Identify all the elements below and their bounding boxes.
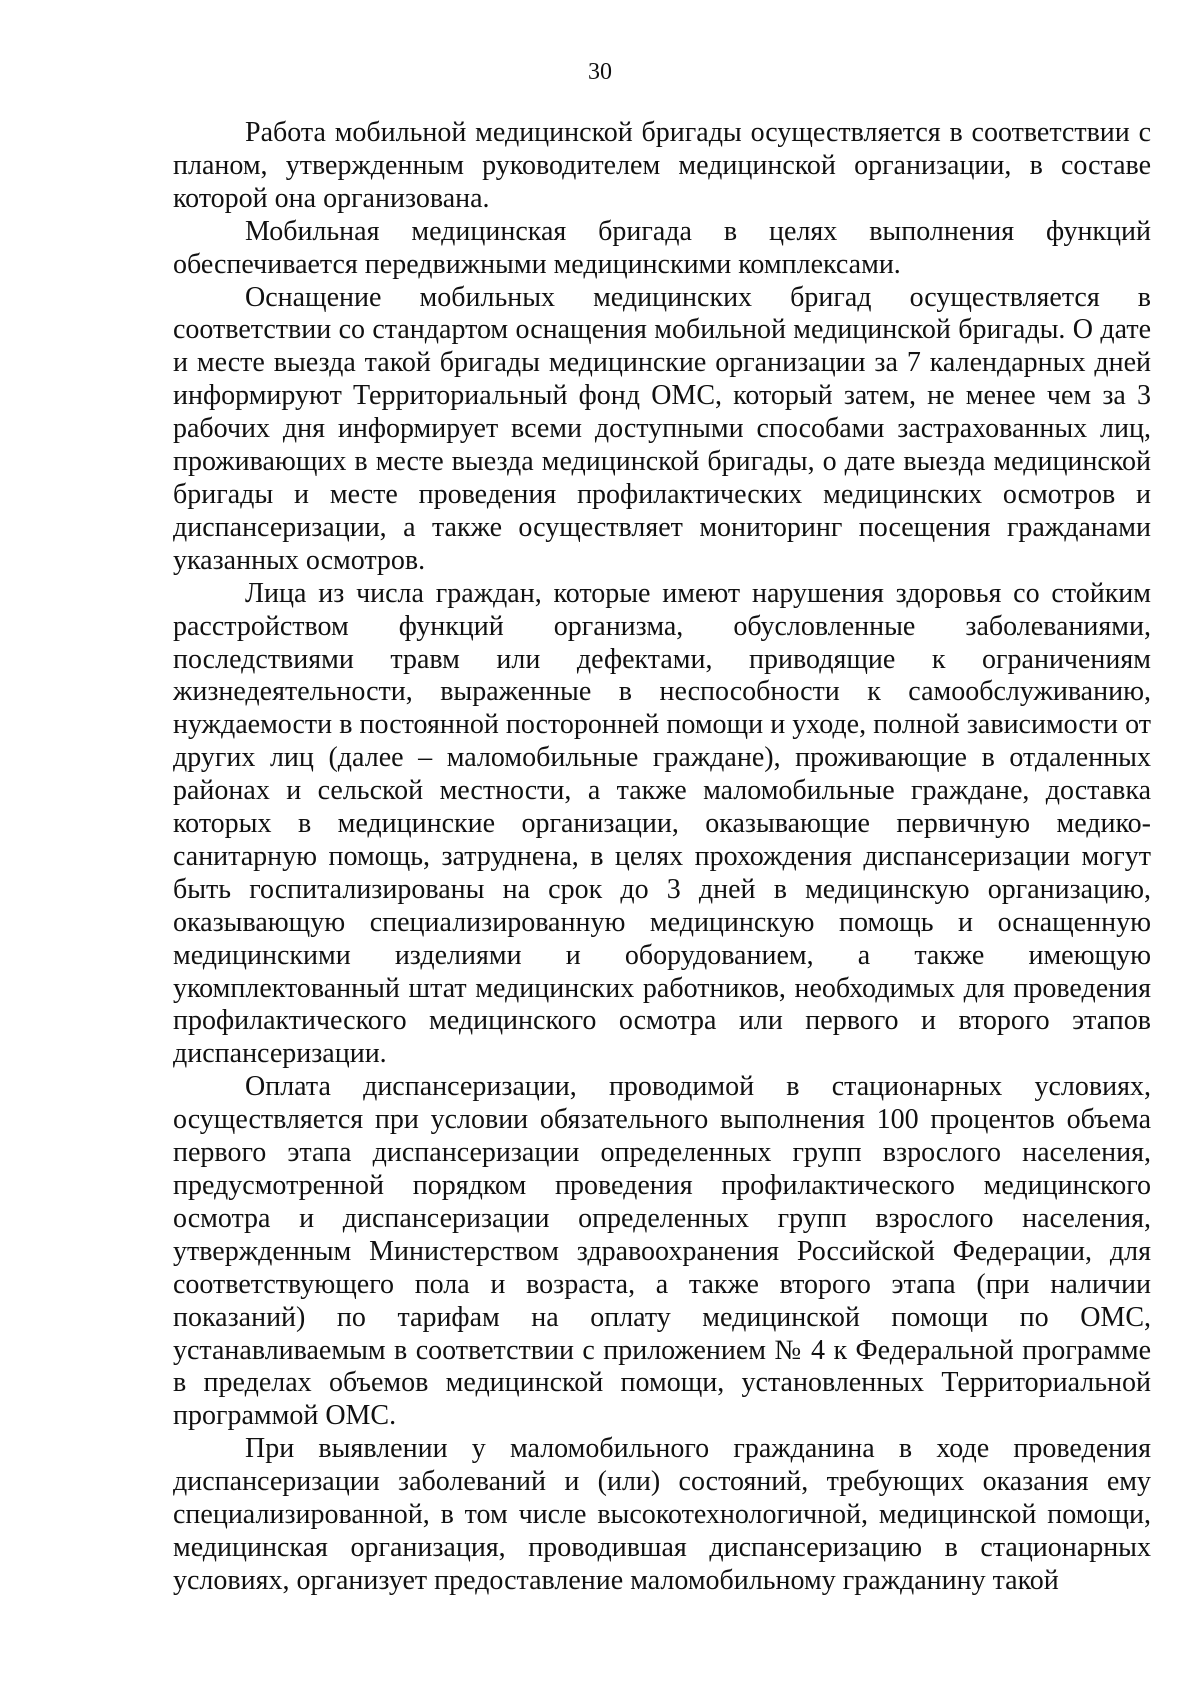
paragraph-brigade-equipment: Оснащение мобильных медицинских бригад осуществляется в соответствии со стандартом оснащения мобильной медицинской бригады. О дате и месте выезда такой бригады медицинские организации за 7 календарных дней информируют Территориальный фонд ОМС, который затем, не менее чем за 3 рабочих дня информирует всеми доступными способами застрахованных лиц, проживающих в месте выезда медицинской бригады, о дате выезда медицинской бригады и месте проведения профилактических медицинских осмотров и диспансеризации, а также осуществляет мониторинг посещения гражданами указанных осмотров. [173, 281, 1151, 576]
paragraph-low-mobility-citizens: Лица из числа граждан, которые имеют нарушения здоровья со стойким расстройством функций организма, обусловленные заболеваниями, последствиями травм или дефектами, приводящие к ограничениям жизнедеятельности, выраженные в неспособности к самообслуживанию, нуждаемости в постоянной посторонней помощи и уходе, полной зависимости от других лиц (далее – маломобильные граждане), проживающие в отдаленных районах и сельской местности, а также маломобильные граждане, доставка которых в медицинские организации, оказывающие первичную медико-санитарную помощь, затруднена, в целях прохождения диспансеризации могут быть госпитализированы на срок до 3 дней в медицинскую организацию, оказывающую специализированную медицинскую помощь и оснащенную медицинскими изделиями и оборудованием, а также имеющую укомплектованный штат медицинских работников, необходимых для проведения профилактического медицинского осмотра или первого и второго этапов диспансеризации. [173, 577, 1151, 1070]
document-body [173, 117, 1151, 1598]
paragraph-mobile-brigade-plan: Работа мобильной медицинской бригады осуществляется в соответствии с планом, утвержденным руководителем медицинской организации, в составе которой она организована. [173, 117, 1151, 214]
paragraph-payment: Оплата диспансеризации, проводимой в стационарных условиях, осуществляется при условии обязательного выполнения 100 процентов объема первого этапа диспансеризации определенных групп взрослого населения, предусмотренной порядком проведения профилактического медицинского осмотра и диспансеризации определенных групп взрослого населения, утвержденным Министерством здравоохранения Российской Федерации, для соответствующего пола и возраста, а также второго этапа (при наличии показаний) по тарифам на оплату медицинской помощи по ОМС, устанавливаемым в соответствии с приложением № 4 к Федеральной программе в пределах объемов медицинской помощи, установленных Территориальной программой ОМС. [173, 1071, 1151, 1432]
paragraph-mobile-complexes: Мобильная медицинская бригада в целях выполнения функций обеспечивается передвижными медицинскими комплексами. [173, 215, 1151, 280]
page-number: 30 [588, 59, 612, 85]
paragraph-specialized-care: При выявлении у маломобильного гражданина в ходе проведения диспансеризации заболеваний и (или) состояний, требующих оказания ему специализированной, в том числе высокотехнологичной, медицинской помощи, медицинская организация, проводившая диспансеризацию в стационарных условиях, организует предоставление маломобильному гражданину такой [173, 1433, 1151, 1596]
